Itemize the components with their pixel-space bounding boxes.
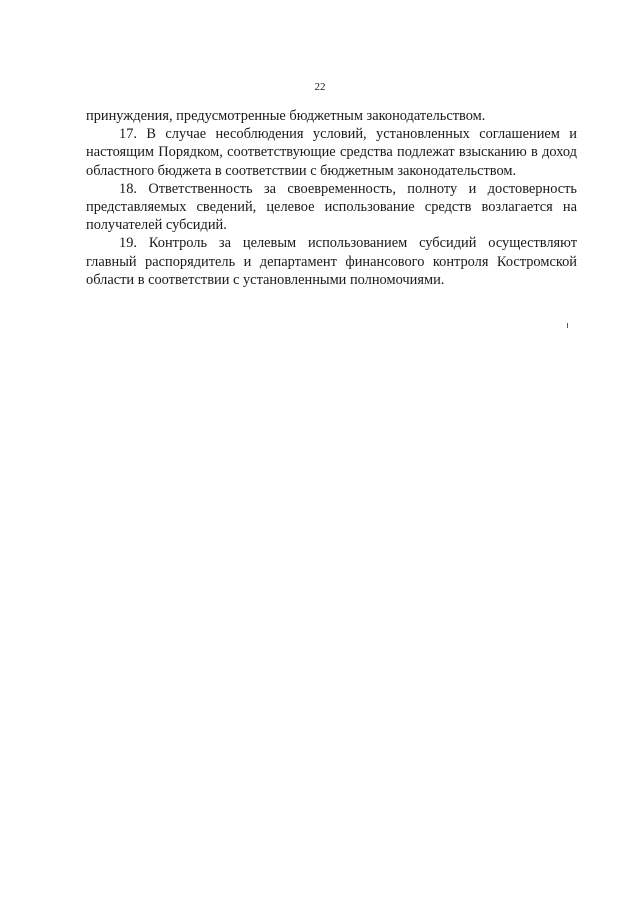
paragraph-19: 19. Контроль за целевым использованием субсидий осуществляют главный распорядитель и департамент финансового контроля Костромской области в соответствии с установленными полномочиями. (86, 235, 577, 288)
scan-artifact-mark (567, 323, 568, 328)
paragraph-18: 18. Ответственность за своевременность, полноту и достоверность представляемых сведений, целевое использование средств возлагается на получателей субсидий. (86, 180, 577, 234)
paragraph-continuation: принуждения, предусмотренные бюджетным законодательством. (86, 108, 486, 124)
paragraph-17: 17. В случае несоблюдения условий, установленных соглашением и настоящим Порядком, соответствующие средства подлежат взысканию в доход областного бюджета в соответствии с бюджетным законодательством. (86, 126, 577, 179)
document-body (86, 107, 577, 289)
page-number: 22 (314, 81, 326, 93)
